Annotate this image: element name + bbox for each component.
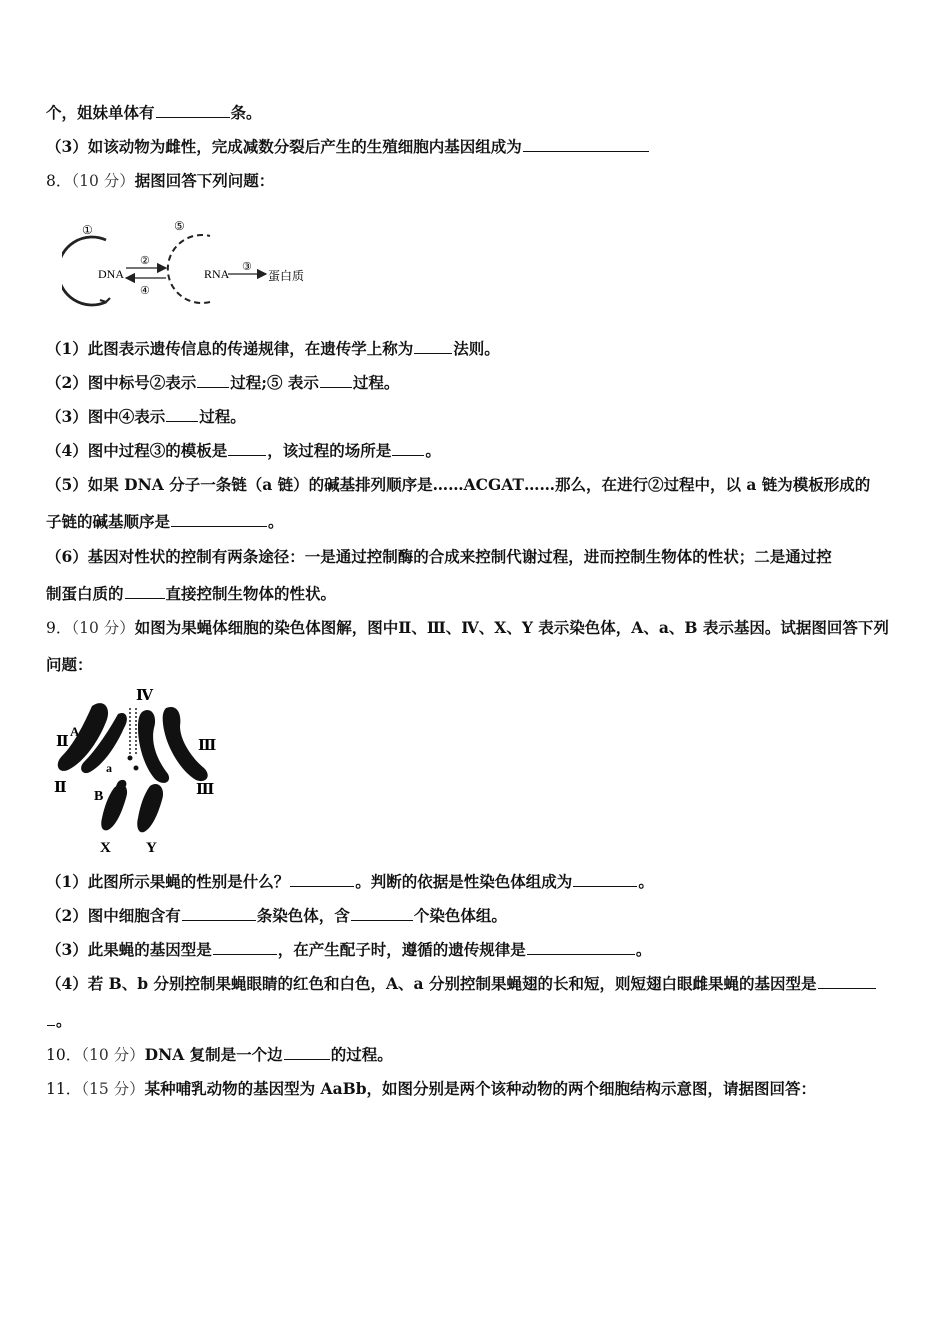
q8-heading: 8．（10 分）据图回答下列问题： bbox=[46, 171, 275, 190]
central-dogma-diagram bbox=[62, 220, 312, 312]
answer-blank[interactable] bbox=[228, 440, 266, 456]
q8-part6-line2: 制蛋白质的 直接控制生物体的性状。 bbox=[46, 584, 337, 603]
marker-3: ③ bbox=[242, 261, 252, 273]
q8-part3: （3）图中④表示 过程。 bbox=[46, 407, 246, 426]
answer-blank[interactable] bbox=[171, 511, 267, 527]
marker-2: ② bbox=[140, 255, 150, 267]
gene-label-B: B bbox=[94, 789, 104, 804]
gene-label-a: a bbox=[106, 761, 112, 775]
answer-blank[interactable] bbox=[290, 871, 354, 887]
q8-part4: （4）图中过程③的模板是 ，该过程的场所是 。 bbox=[46, 441, 441, 460]
answer-blank[interactable] bbox=[414, 338, 452, 354]
q9-part4-line1: （4）若 B、b 分别控制果蝇眼睛的红色和白色，A、a 分别控制果蝇翅的长和短，则短翅白眼雌果蝇的基因型是 bbox=[46, 973, 910, 995]
dna-node: DNA bbox=[98, 267, 124, 281]
q9-heading-line1: 9．（10 分）如图为果蝇体细胞的染色体图解，图中Ⅱ、Ⅲ、Ⅳ、X、Y 表示染色体，A、a、B 表示基因。试据图回答下列 bbox=[46, 618, 889, 637]
answer-blank[interactable] bbox=[351, 905, 413, 921]
q9-part3: （3）此果蝇的基因型是 ，在产生配子时，遵循的遗传规律是 。 bbox=[46, 940, 652, 959]
chromosome-label-Y: Y bbox=[146, 840, 157, 856]
chromosome-Y bbox=[137, 784, 163, 832]
answer-blank[interactable] bbox=[527, 939, 635, 955]
chromosome-label-X: X bbox=[100, 840, 111, 856]
answer-blank[interactable] bbox=[125, 583, 165, 599]
q8-part2: （2）图中标号②表示 过程;⑤ 表示 过程。 bbox=[46, 373, 400, 392]
q9-part2: （2）图中细胞含有 条染色体，含 个染色体组。 bbox=[46, 906, 507, 925]
answer-blank[interactable] bbox=[284, 1044, 330, 1060]
q8-part6-line1: （6）基因对性状的控制有两条途径：一是通过控制酶的合成来控制代谢过程，进而控制生物体的性状；二是通过控 bbox=[46, 547, 832, 566]
q10: 10．（10 分）DNA 复制是一个边 的过程。 bbox=[46, 1045, 393, 1064]
answer-blank[interactable] bbox=[182, 905, 256, 921]
q8-part5-line1: （5）如果 DNA 分子一条链（a 链）的碱基排列顺序是……ACGAT……那么，在进行②过程中，以 a 链为模板形成的 bbox=[46, 475, 871, 494]
fruit-fly-chromosome-diagram bbox=[46, 684, 222, 856]
answer-blank[interactable] bbox=[197, 372, 229, 388]
q8-part1: （1）此图表示遗传信息的传递规律，在遗传学上称为 法则。 bbox=[46, 339, 500, 358]
marker-5: ⑤ bbox=[174, 220, 185, 233]
q9-part1: （1）此图所示果蝇的性别是什么？ 。判断的依据是性染色体组成为 。 bbox=[46, 872, 654, 891]
answer-blank[interactable] bbox=[47, 1010, 55, 1026]
continued-line: 个，姐妹单体有 条。 bbox=[46, 103, 262, 122]
chromosome-label-IV: Ⅳ bbox=[136, 688, 154, 704]
answer-blank[interactable] bbox=[156, 102, 230, 118]
marker-4: ④ bbox=[140, 285, 150, 297]
gene-label-A: A bbox=[70, 724, 80, 739]
answer-blank[interactable] bbox=[523, 136, 649, 152]
q7-part3: （3）如该动物为雌性，完成减数分裂后产生的生殖细胞内基因组成为 bbox=[46, 136, 910, 158]
answer-blank[interactable] bbox=[213, 939, 277, 955]
chromosome-X bbox=[101, 784, 127, 830]
chromosome-label-III: Ⅲ bbox=[198, 738, 217, 754]
marker-1: ① bbox=[82, 223, 93, 237]
chromosome-label-II: Ⅱ bbox=[56, 734, 69, 750]
rna-node: RNA bbox=[204, 267, 230, 281]
q9-part4-line2: 。 bbox=[46, 1010, 910, 1032]
protein-node: 蛋白质 bbox=[268, 269, 305, 283]
answer-blank[interactable] bbox=[320, 372, 352, 388]
answer-blank[interactable] bbox=[573, 871, 637, 887]
answer-blank[interactable] bbox=[392, 440, 424, 456]
q9-heading-line2: 问题： bbox=[46, 655, 93, 674]
chromosome-label-II: Ⅱ bbox=[54, 780, 67, 796]
answer-blank[interactable] bbox=[166, 406, 198, 422]
q8-part5-line2: 子链的碱基顺序是 。 bbox=[46, 512, 284, 531]
answer-blank[interactable] bbox=[818, 973, 876, 989]
chromosome-label-III: Ⅲ bbox=[196, 782, 215, 798]
q11-heading: 11．（15 分）某种哺乳动物的基因型为 AaBb，如图分别是两个该种动物的两个细胞结构示意图，请据图回答： bbox=[46, 1079, 817, 1098]
